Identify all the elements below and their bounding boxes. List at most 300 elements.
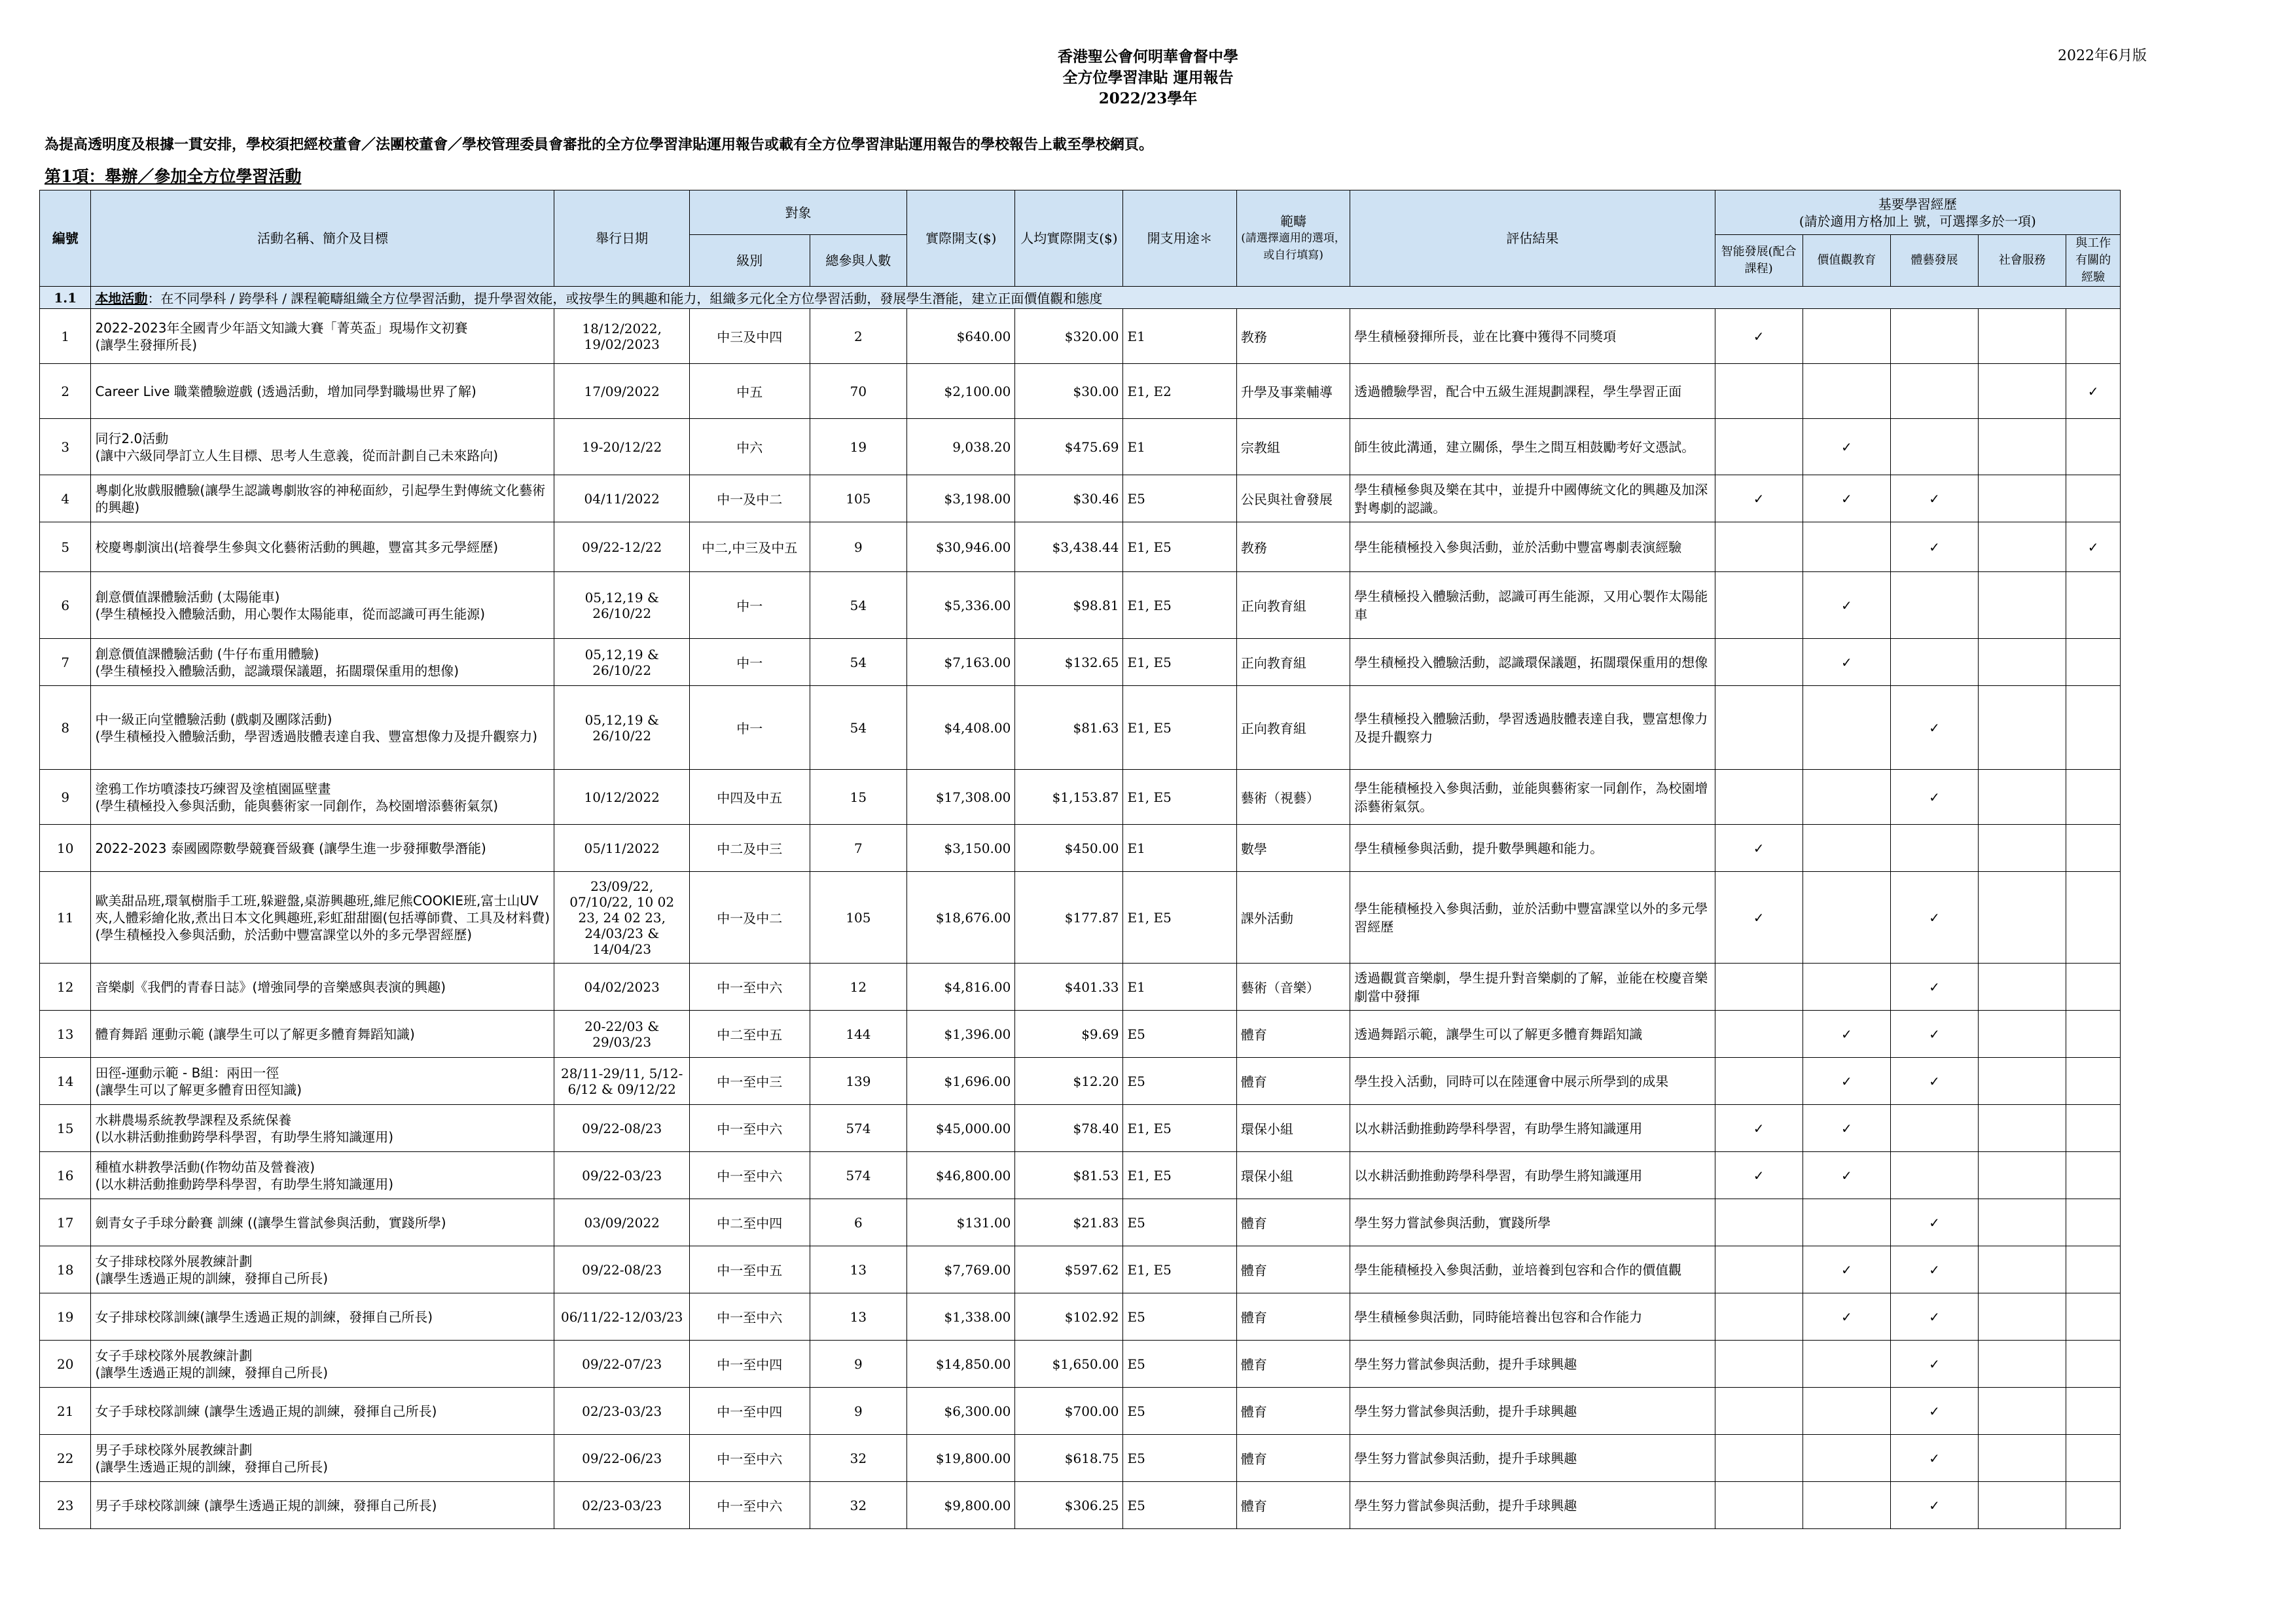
- activity-cell: [91, 1058, 554, 1105]
- target-level: 中二及中三: [689, 825, 810, 872]
- per-capita-cost: $9.69: [1015, 1011, 1123, 1058]
- tick-aesthetic: [1890, 770, 1978, 825]
- col-target: 對象: [689, 190, 906, 235]
- check-icon: ✓: [1753, 1120, 1765, 1136]
- usage-code: E1, E2: [1123, 364, 1236, 419]
- usage-code: E5: [1123, 1435, 1236, 1482]
- col-domain-title: 範疇: [1280, 213, 1307, 229]
- tick-career: [2066, 419, 2121, 475]
- activity-date: 02/23-03/23: [554, 1388, 689, 1435]
- usage-code: E1: [1123, 825, 1236, 872]
- target-level: 中一及中二: [689, 475, 810, 522]
- table-row: [40, 475, 2121, 522]
- tick-community: [1979, 964, 2066, 1011]
- row-no: 11: [40, 872, 91, 964]
- row-no: 8: [40, 686, 91, 770]
- participant-count: 54: [810, 639, 907, 686]
- check-icon: ✓: [1929, 539, 1940, 555]
- target-level: 中一至中六: [689, 1105, 810, 1152]
- participant-count: 9: [810, 1388, 907, 1435]
- table-row: [40, 872, 2121, 964]
- activity-date: 10/12/2022: [554, 770, 689, 825]
- tick-aesthetic: [1890, 1435, 1978, 1482]
- target-level: 中六: [689, 419, 810, 475]
- tick-aesthetic: [1890, 1199, 1978, 1246]
- usage-code: E1, E5: [1123, 872, 1236, 964]
- participant-count: 9: [810, 522, 907, 572]
- tick-intellectual: [1715, 572, 1803, 639]
- activity-date: 09/22-03/23: [554, 1152, 689, 1199]
- col-no: 編號: [40, 190, 91, 287]
- col-per-capita: 人均實際開支($): [1015, 190, 1123, 287]
- target-level: 中一至中四: [689, 1388, 810, 1435]
- per-capita-cost: $306.25: [1015, 1482, 1123, 1529]
- per-capita-cost: $320.00: [1015, 309, 1123, 364]
- tick-career: [2066, 309, 2121, 364]
- tick-values: [1803, 1388, 1890, 1435]
- tick-values: [1803, 522, 1890, 572]
- target-level: 中一及中二: [689, 872, 810, 964]
- tick-intellectual: [1715, 770, 1803, 825]
- activity-date: 09/22-07/23: [554, 1341, 689, 1388]
- tick-intellectual: [1715, 686, 1803, 770]
- tick-aesthetic: [1890, 1246, 1978, 1293]
- tick-community: [1979, 1341, 2066, 1388]
- evaluation: 學生努力嘗試參與活動，提升手球興趣: [1350, 1435, 1715, 1482]
- tick-intellectual: [1715, 964, 1803, 1011]
- domain: 體育: [1236, 1293, 1350, 1341]
- tick-career: [2066, 1058, 2121, 1105]
- tick-career: [2066, 1341, 2121, 1388]
- col-exp-values: 價值觀教育: [1803, 235, 1890, 287]
- actual-cost: 9,038.20: [907, 419, 1015, 475]
- tick-career: [2066, 572, 2121, 639]
- row-no: 12: [40, 964, 91, 1011]
- target-level: 中二至中五: [689, 1011, 810, 1058]
- usage-code: E5: [1123, 1293, 1236, 1341]
- activity-date: 09/22-06/23: [554, 1435, 689, 1482]
- actual-cost: $1,338.00: [907, 1293, 1015, 1341]
- participant-count: 13: [810, 1246, 907, 1293]
- participant-count: 105: [810, 475, 907, 522]
- row-no: 20: [40, 1341, 91, 1388]
- target-level: 中一至中四: [689, 1341, 810, 1388]
- per-capita-cost: $177.87: [1015, 872, 1123, 964]
- actual-cost: $46,800.00: [907, 1152, 1015, 1199]
- tick-career: [2066, 825, 2121, 872]
- domain: 體育: [1236, 1246, 1350, 1293]
- tick-career: [2066, 1105, 2121, 1152]
- tick-aesthetic: [1890, 364, 1978, 419]
- check-icon: ✓: [2087, 383, 2099, 399]
- col-domain-note: (請選擇適用的選項，或自行填寫): [1241, 232, 1346, 262]
- check-icon: ✓: [1929, 1497, 1940, 1513]
- row-no: 23: [40, 1482, 91, 1529]
- tick-career: [2066, 475, 2121, 522]
- tick-community: [1979, 522, 2066, 572]
- activity-date: 09/22-08/23: [554, 1105, 689, 1152]
- tick-values: [1803, 1105, 1890, 1152]
- activity-name: 田徑-運動示範 - B組：兩田一徑: [95, 1064, 279, 1081]
- participant-count: 7: [810, 825, 907, 872]
- target-level: 中一: [689, 639, 810, 686]
- actual-cost: $640.00: [907, 309, 1015, 364]
- usage-code: E1, E5: [1123, 522, 1236, 572]
- usage-code: E1: [1123, 419, 1236, 475]
- activity-name: 同行2.0活動: [95, 430, 169, 446]
- target-level: 中四及中五: [689, 770, 810, 825]
- tick-community: [1979, 1482, 2066, 1529]
- tick-intellectual: [1715, 309, 1803, 364]
- tick-aesthetic: [1890, 1152, 1978, 1199]
- tick-career: [2066, 522, 2121, 572]
- check-icon: ✓: [1929, 719, 1940, 736]
- section-title: 第1項：舉辦／參加全方位學習活動: [45, 167, 302, 186]
- domain: 體育: [1236, 1388, 1350, 1435]
- tick-values: [1803, 1341, 1890, 1388]
- activity-cell: [91, 364, 554, 419]
- activity-date: 05,12,19 & 26/10/22: [554, 686, 689, 770]
- check-icon: ✓: [1929, 1214, 1940, 1231]
- check-icon: ✓: [1840, 490, 1852, 507]
- tick-aesthetic: [1890, 1293, 1978, 1341]
- evaluation: 透過舞蹈示範，讓學生可以了解更多體育舞蹈知識: [1350, 1011, 1715, 1058]
- participant-count: 32: [810, 1435, 907, 1482]
- tick-intellectual: [1715, 872, 1803, 964]
- tick-values: [1803, 1058, 1890, 1105]
- tick-aesthetic: [1890, 825, 1978, 872]
- activity-goal: (讓中六級同學訂立人生目標、思考人生意義，從而計劃自己未來路向): [95, 447, 499, 463]
- tick-community: [1979, 475, 2066, 522]
- check-icon: ✓: [1929, 789, 1940, 805]
- subsection-label: 本地活動: [95, 291, 148, 306]
- row-no: 9: [40, 770, 91, 825]
- tick-community: [1979, 639, 2066, 686]
- tick-intellectual: [1715, 639, 1803, 686]
- tick-aesthetic: [1890, 475, 1978, 522]
- evaluation: 學生積極投入體驗活動，認識環保議題，拓闊環保重用的想像: [1350, 639, 1715, 686]
- tick-values: [1803, 1482, 1890, 1529]
- activity-name: 男子手球校隊外展教練計劃: [95, 1441, 253, 1458]
- per-capita-cost: $450.00: [1015, 825, 1123, 872]
- domain: 體育: [1236, 1435, 1350, 1482]
- activity-name: 2022-2023 泰國國際數學競賽晉級賽 (讓學生進一步發揮數學潛能): [95, 840, 486, 856]
- col-domain: [1236, 190, 1350, 287]
- evaluation: 學生積極投入體驗活動，學習透過肢體表達自我，豐富想像力及提升觀察力: [1350, 686, 1715, 770]
- usage-code: E1, E5: [1123, 1246, 1236, 1293]
- tick-intellectual: [1715, 419, 1803, 475]
- activity-name: 粵劇化妝戲服體驗(讓學生認識粵劇妝容的神秘面紗，引起學生對傳統文化藝術的興趣): [95, 482, 546, 515]
- tick-career: [2066, 1482, 2121, 1529]
- actual-cost: $1,396.00: [907, 1011, 1015, 1058]
- per-capita-cost: $3,438.44: [1015, 522, 1123, 572]
- col-exp-aesthetic: 體藝發展: [1890, 235, 1978, 287]
- activity-cell: [91, 964, 554, 1011]
- activity-goal: (學生積極投入體驗活動，認識環保議題，拓闊環保重用的想像): [95, 662, 459, 679]
- row-no: 6: [40, 572, 91, 639]
- usage-code: E5: [1123, 1011, 1236, 1058]
- evaluation: 學生努力嘗試參與活動，提升手球興趣: [1350, 1341, 1715, 1388]
- tick-aesthetic: [1890, 1105, 1978, 1152]
- domain: 正向教育組: [1236, 686, 1350, 770]
- actual-cost: $19,800.00: [907, 1435, 1015, 1482]
- check-icon: ✓: [1929, 1073, 1940, 1089]
- participant-count: 15: [810, 770, 907, 825]
- table-row: [40, 309, 2121, 364]
- evaluation: 以水耕活動推動跨學科學習，有助學生將知識運用: [1350, 1105, 1715, 1152]
- row-no: 16: [40, 1152, 91, 1199]
- tick-community: [1979, 1152, 2066, 1199]
- activity-cell: [91, 1105, 554, 1152]
- participant-count: 105: [810, 872, 907, 964]
- tick-values: [1803, 1435, 1890, 1482]
- activity-cell: [91, 770, 554, 825]
- check-icon: ✓: [1840, 1308, 1852, 1325]
- tick-community: [1979, 686, 2066, 770]
- col-actual-cost: 實際開支($): [907, 190, 1015, 287]
- per-capita-cost: $81.53: [1015, 1152, 1123, 1199]
- activity-name: 創意價值課體驗活動 (牛仔布重用體驗): [95, 645, 319, 662]
- tick-intellectual: [1715, 1199, 1803, 1246]
- per-capita-cost: $700.00: [1015, 1388, 1123, 1435]
- evaluation: 透過觀賞音樂劇，學生提升對音樂劇的了解，並能在校慶音樂劇當中發揮: [1350, 964, 1715, 1011]
- activity-date: 28/11-29/11, 5/12-6/12 & 09/12/22: [554, 1058, 689, 1105]
- table-row: [40, 964, 2121, 1011]
- tick-values: [1803, 770, 1890, 825]
- per-capita-cost: $21.83: [1015, 1199, 1123, 1246]
- tick-values: [1803, 686, 1890, 770]
- table-row: [40, 686, 2121, 770]
- activity-goal: (讓學生發揮所長): [95, 336, 198, 353]
- tick-values: [1803, 572, 1890, 639]
- evaluation: 學生投入活動，同時可以在陸運會中展示所學到的成果: [1350, 1058, 1715, 1105]
- actual-cost: $6,300.00: [907, 1388, 1015, 1435]
- usage-code: E1: [1123, 964, 1236, 1011]
- evaluation: 學生努力嘗試參與活動，實踐所學: [1350, 1199, 1715, 1246]
- participant-count: 12: [810, 964, 907, 1011]
- row-no: 4: [40, 475, 91, 522]
- participant-count: 54: [810, 572, 907, 639]
- table-row: [40, 1482, 2121, 1529]
- participant-count: 574: [810, 1105, 907, 1152]
- usage-code: E5: [1123, 1388, 1236, 1435]
- activity-date: 05/11/2022: [554, 825, 689, 872]
- row-no: 10: [40, 825, 91, 872]
- activity-cell: [91, 522, 554, 572]
- target-level: 中二,中三及中五: [689, 522, 810, 572]
- per-capita-cost: $1,153.87: [1015, 770, 1123, 825]
- participant-count: 2: [810, 309, 907, 364]
- row-no: 15: [40, 1105, 91, 1152]
- activity-name: 女子排球校隊訓練(讓學生透過正規的訓練，發揮自己所長): [95, 1308, 433, 1325]
- check-icon: ✓: [1929, 490, 1940, 507]
- tick-values: [1803, 639, 1890, 686]
- target-level: 中一至中六: [689, 1482, 810, 1529]
- target-level: 中一至中五: [689, 1246, 810, 1293]
- activity-cell: [91, 1482, 554, 1529]
- activity-date: 03/09/2022: [554, 1199, 689, 1246]
- tick-intellectual: [1715, 364, 1803, 419]
- actual-cost: $5,336.00: [907, 572, 1015, 639]
- activity-cell: [91, 309, 554, 364]
- tick-career: [2066, 1293, 2121, 1341]
- tick-community: [1979, 1058, 2066, 1105]
- tick-aesthetic: [1890, 309, 1978, 364]
- usage-code: E1, E5: [1123, 572, 1236, 639]
- tick-values: [1803, 475, 1890, 522]
- activity-cell: [91, 872, 554, 964]
- evaluation: 學生積極參與活動，提升數學興趣和能力。: [1350, 825, 1715, 872]
- tick-career: [2066, 686, 2121, 770]
- col-participants: 總參與人數: [810, 235, 907, 287]
- row-no: 14: [40, 1058, 91, 1105]
- activity-date: 04/02/2023: [554, 964, 689, 1011]
- domain: 宗教組: [1236, 419, 1350, 475]
- activity-date: 17/09/2022: [554, 364, 689, 419]
- tick-aesthetic: [1890, 1388, 1978, 1435]
- domain: 課外活動: [1236, 872, 1350, 964]
- tick-community: [1979, 1293, 2066, 1341]
- activity-date: 23/09/22, 07/10/22, 10 02 23, 24 02 23, 24/03/23 & 14/04/23: [554, 872, 689, 964]
- school-year: 2022/23學年: [1098, 90, 1198, 107]
- tick-career: [2066, 364, 2121, 419]
- tick-career: [2066, 1152, 2121, 1199]
- actual-cost: $4,816.00: [907, 964, 1015, 1011]
- activity-name: 劍青女子手球分齡賽 訓練 ((讓學生嘗試參與活動，實踐所學): [95, 1214, 446, 1231]
- activity-name: 男子手球校隊訓練 (讓學生透過正規的訓練，發揮自己所長): [95, 1497, 437, 1513]
- tick-values: [1803, 1199, 1890, 1246]
- evaluation: 學生能積極投入參與活動，並於活動中豐富粵劇表演經驗: [1350, 522, 1715, 572]
- table-row: [40, 1293, 2121, 1341]
- tick-career: [2066, 1246, 2121, 1293]
- target-level: 中一至中六: [689, 1435, 810, 1482]
- target-level: 中一: [689, 686, 810, 770]
- tick-values: [1803, 419, 1890, 475]
- domain: 正向教育組: [1236, 572, 1350, 639]
- activity-goal: (以水耕活動推動跨學科學習，有助學生將知識運用): [95, 1176, 394, 1192]
- tick-aesthetic: [1890, 1341, 1978, 1388]
- col-exp-community: 社會服務: [1979, 235, 2066, 287]
- per-capita-cost: $401.33: [1015, 964, 1123, 1011]
- row-no: 3: [40, 419, 91, 475]
- activity-goal: (以水耕活動推動跨學科學習，有助學生將知識運用): [95, 1128, 394, 1145]
- activity-name: 女子手球校隊訓練 (讓學生透過正規的訓練，發揮自己所長): [95, 1403, 437, 1419]
- participant-count: 574: [810, 1152, 907, 1199]
- table-row: [40, 1152, 2121, 1199]
- tick-aesthetic: [1890, 686, 1978, 770]
- actual-cost: $14,850.00: [907, 1341, 1015, 1388]
- tick-intellectual: [1715, 475, 1803, 522]
- tick-career: [2066, 964, 2121, 1011]
- check-icon: ✓: [1840, 1120, 1852, 1136]
- check-icon: ✓: [1929, 979, 1940, 995]
- tick-values: [1803, 964, 1890, 1011]
- table-row: [40, 1011, 2121, 1058]
- activity-goal: (學生積極投入體驗活動，學習透過肢體表達自我、豐富想像力及提升觀察力): [95, 728, 538, 744]
- tick-community: [1979, 364, 2066, 419]
- activity-cell: [91, 1199, 554, 1246]
- activity-name: Career Live 職業體驗遊戲 (透過活動，增加同學對職場世界了解): [95, 383, 476, 399]
- actual-cost: $7,163.00: [907, 639, 1015, 686]
- activity-cell: [91, 1388, 554, 1435]
- participant-count: 6: [810, 1199, 907, 1246]
- evaluation: 以水耕活動推動跨學科學習，有助學生將知識運用: [1350, 1152, 1715, 1199]
- actual-cost: $4,408.00: [907, 686, 1015, 770]
- target-level: 中一: [689, 572, 810, 639]
- tick-community: [1979, 872, 2066, 964]
- tick-aesthetic: [1890, 1482, 1978, 1529]
- per-capita-cost: $98.81: [1015, 572, 1123, 639]
- domain: 體育: [1236, 1199, 1350, 1246]
- table-row: [40, 1105, 2121, 1152]
- check-icon: ✓: [1929, 1356, 1940, 1372]
- row-no: 19: [40, 1293, 91, 1341]
- table-row: [40, 1435, 2121, 1482]
- col-usage: 開支用途＊: [1123, 190, 1236, 287]
- table-row: [40, 522, 2121, 572]
- row-no: 7: [40, 639, 91, 686]
- row-no: 5: [40, 522, 91, 572]
- activity-name: 音樂劇《我們的青春日誌》(增強同學的音樂感與表演的興趣): [95, 979, 446, 995]
- domain: 數學: [1236, 825, 1350, 872]
- usage-code: E1, E5: [1123, 686, 1236, 770]
- domain: 體育: [1236, 1058, 1350, 1105]
- actual-cost: $18,676.00: [907, 872, 1015, 964]
- tick-community: [1979, 1246, 2066, 1293]
- school-name: 香港聖公會何明華會督中學: [1058, 48, 1238, 65]
- check-icon: ✓: [1929, 1308, 1940, 1325]
- table-row: [40, 1058, 2121, 1105]
- table-row: [40, 419, 2121, 475]
- check-icon: ✓: [1753, 490, 1765, 507]
- tick-intellectual: [1715, 1058, 1803, 1105]
- activity-goal: (讓學生透過正規的訓練，發揮自己所長): [95, 1458, 329, 1475]
- table-row: [40, 1388, 2121, 1435]
- version-label: 2022年6月版: [2058, 48, 2147, 64]
- activity-name: 種植水耕教學活動(作物幼苗及營養液): [95, 1159, 315, 1175]
- tick-community: [1979, 825, 2066, 872]
- per-capita-cost: $81.63: [1015, 686, 1123, 770]
- activity-cell: [91, 825, 554, 872]
- tick-community: [1979, 1105, 2066, 1152]
- tick-intellectual: [1715, 1152, 1803, 1199]
- activity-name: 女子手球校隊外展教練計劃: [95, 1347, 253, 1363]
- tick-intellectual: [1715, 1011, 1803, 1058]
- col-exp-career: 與工作有關的經驗: [2066, 235, 2121, 287]
- check-icon: ✓: [1840, 439, 1852, 455]
- tick-aesthetic: [1890, 522, 1978, 572]
- tick-intellectual: [1715, 1435, 1803, 1482]
- per-capita-cost: $132.65: [1015, 639, 1123, 686]
- tick-community: [1979, 309, 2066, 364]
- activity-goal: (學生積極投入參與活動，於活動中豐富課堂以外的多元學習經歷): [95, 926, 473, 943]
- actual-cost: $30,946.00: [907, 522, 1015, 572]
- subsection-desc: [91, 287, 2121, 309]
- col-exp-intellectual: 智能發展(配合課程): [1715, 235, 1803, 287]
- usage-code: E1, E5: [1123, 639, 1236, 686]
- tick-aesthetic: [1890, 964, 1978, 1011]
- table-row: [40, 364, 2121, 419]
- tick-career: [2066, 1388, 2121, 1435]
- activity-cell: [91, 475, 554, 522]
- activity-date: 05,12,19 & 26/10/22: [554, 639, 689, 686]
- tick-aesthetic: [1890, 872, 1978, 964]
- check-icon: ✓: [1753, 909, 1765, 926]
- activity-goal: (讓學生可以了解更多體育田徑知識): [95, 1081, 302, 1098]
- activity-cell: [91, 1341, 554, 1388]
- usage-code: E1, E5: [1123, 1152, 1236, 1199]
- activity-date: 06/11/22-12/03/23: [554, 1293, 689, 1341]
